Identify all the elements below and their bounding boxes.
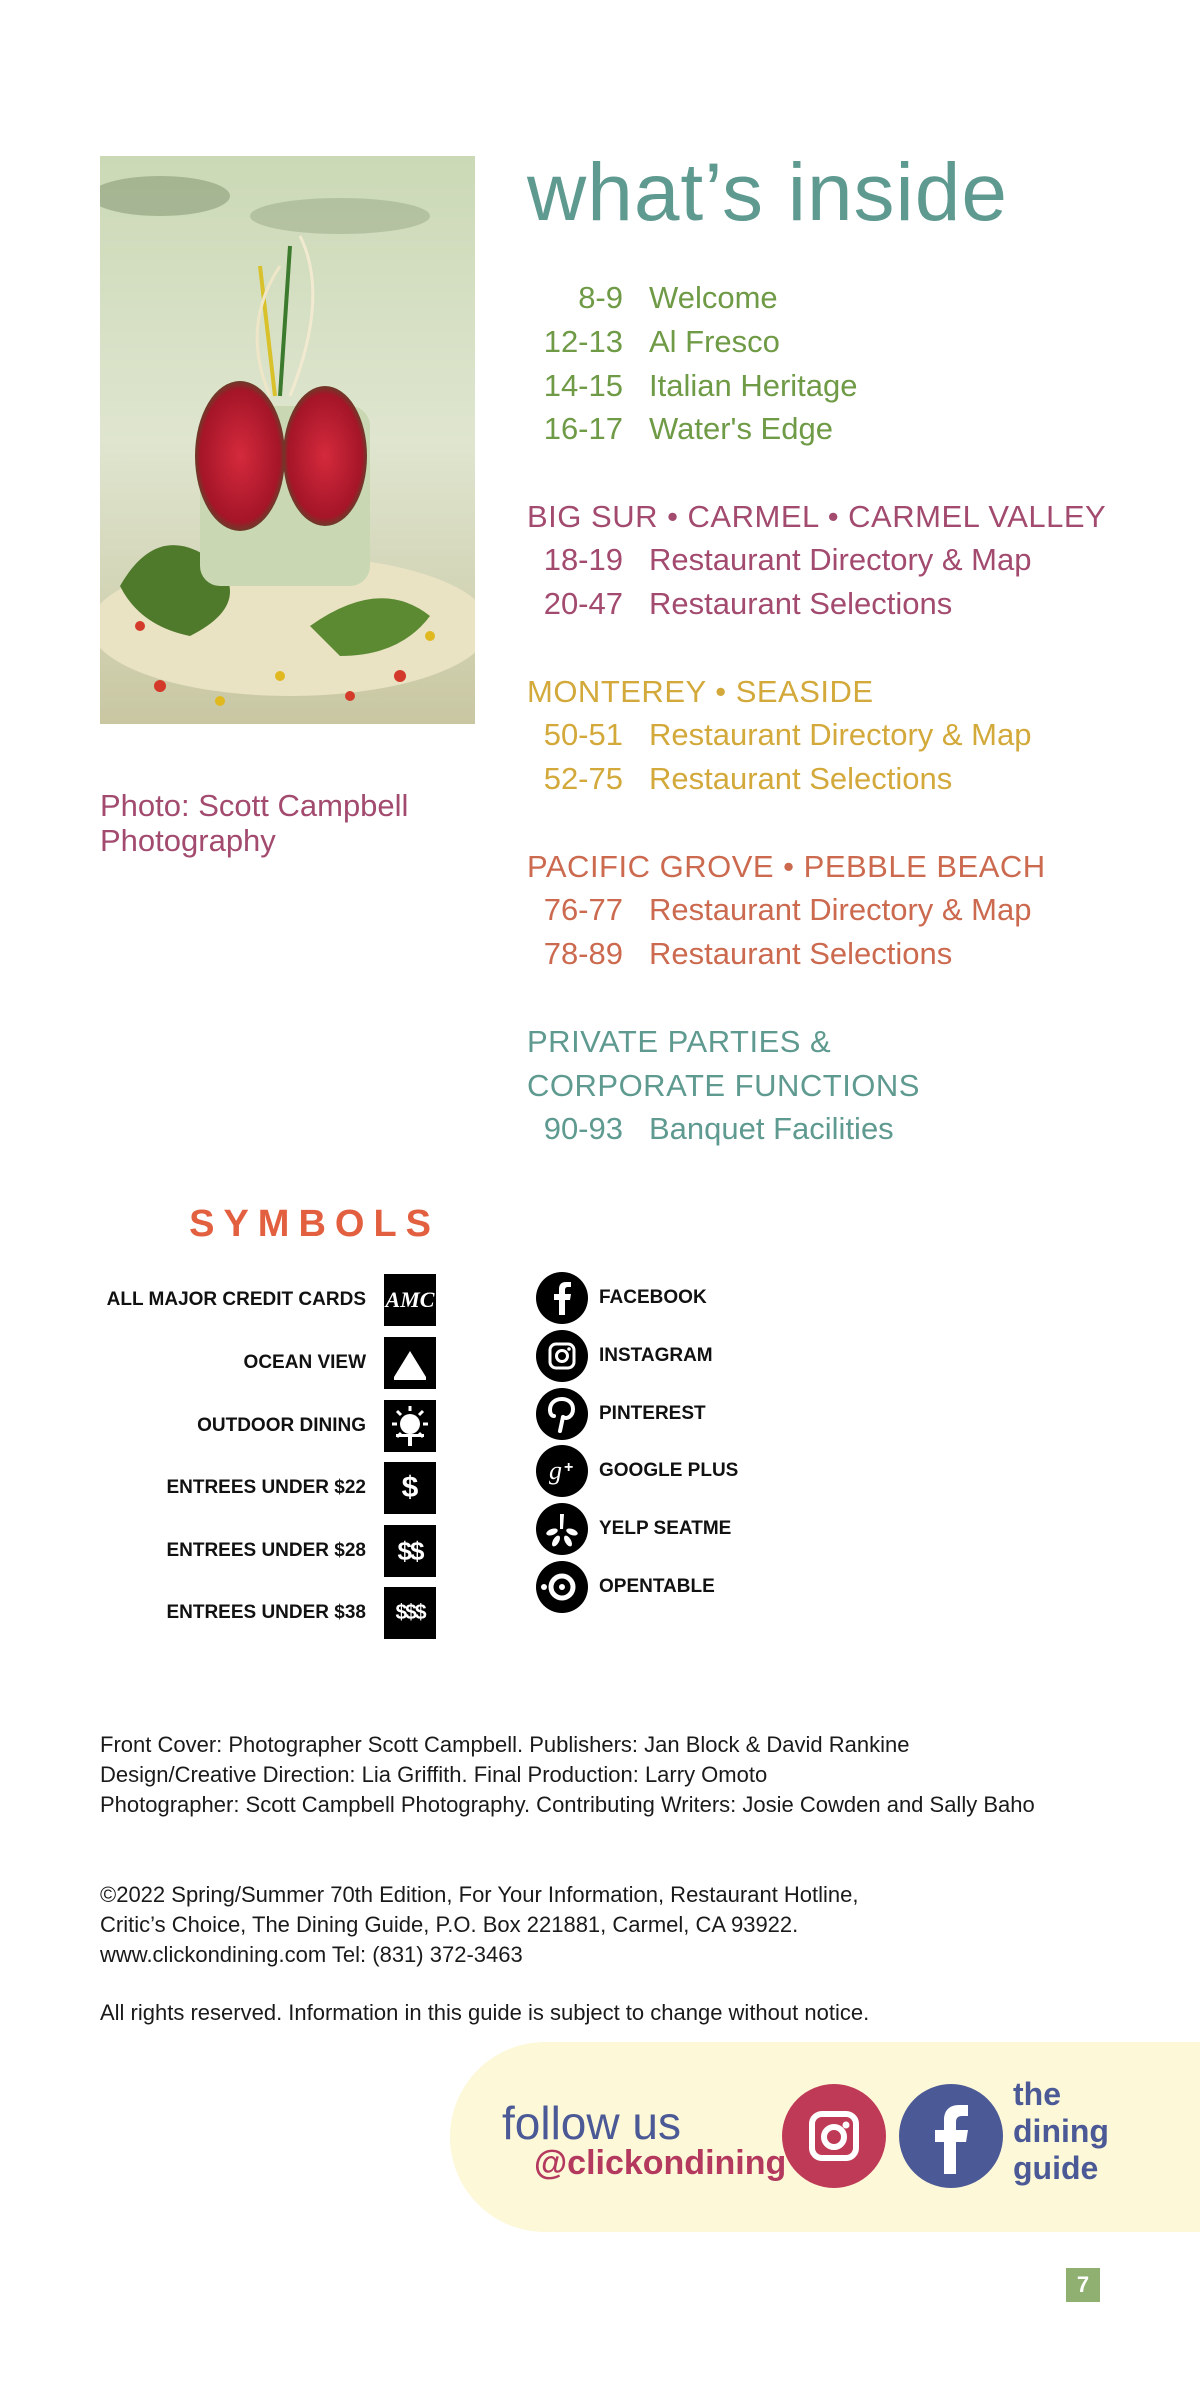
toc-page-range: 12-13: [543, 324, 623, 359]
social-label: INSTAGRAM: [599, 1345, 713, 1366]
section-heading: PRIVATE PARTIES &: [527, 1024, 832, 1059]
photo-caption: Photo: Scott Campbell Photography: [100, 788, 409, 858]
brand-line: the: [1013, 2076, 1061, 2112]
symbol-row: [80, 1462, 436, 1514]
section-heading: MONTEREY • SEASIDE: [527, 674, 874, 709]
toc-page-range: 18-19: [543, 542, 623, 577]
toc-label: Restaurant Selections: [649, 586, 953, 621]
toc-page-range: 14-15: [543, 368, 623, 403]
copyright-line: ©2022 Spring/Summer 70th Edition, For Your Information, Restaurant Hotline,: [100, 1882, 859, 1907]
toc-page-range: 76-77: [543, 892, 623, 927]
toc-label: Italian Heritage: [649, 368, 858, 403]
copyright-block: [100, 1880, 1060, 1970]
yelp-icon: [535, 1502, 589, 1556]
follow-us-text: follow us: [502, 2097, 681, 2149]
symbol-row: [80, 1587, 436, 1639]
credit-line: Design/Creative Direction: Lia Griffith. Final Production: Larry Omoto: [100, 1762, 768, 1787]
toc-label: Restaurant Selections: [649, 936, 953, 971]
facebook-icon[interactable]: [899, 2084, 1003, 2188]
ocean-view-icon: [384, 1337, 436, 1389]
website-line[interactable]: www.clickondining.com Tel: (831) 372-3463: [100, 1942, 523, 1967]
symbol-label: ENTREES UNDER $28: [166, 1540, 366, 1561]
symbol-label: OCEAN VIEW: [243, 1352, 366, 1373]
outdoor-dining-icon: [384, 1400, 436, 1452]
toc-page-range: 78-89: [543, 936, 623, 971]
toc-page-range: 8-9: [578, 280, 623, 315]
dining-guide-logo: [1013, 2076, 1109, 2187]
instagram-icon: [535, 1329, 589, 1383]
opentable-icon: [535, 1560, 589, 1614]
rights-notice: All rights reserved. Information in this guide is subject to change without notice.: [100, 2000, 870, 2025]
toc-label: Al Fresco: [649, 324, 780, 359]
credit-line: Front Cover: Photographer Scott Campbell. Publishers: Jan Block & David Rankine: [100, 1732, 910, 1757]
svg-text:+: +: [564, 1459, 574, 1476]
symbol-row: [80, 1337, 436, 1389]
facebook-icon: [535, 1271, 589, 1325]
social-label: GOOGLE PLUS: [599, 1460, 739, 1481]
symbol-row: [80, 1525, 436, 1577]
toc-page-range: 50-51: [543, 717, 623, 752]
toc-label: Restaurant Directory & Map: [649, 717, 1032, 752]
symbols-title: SYMBOLS: [189, 1203, 440, 1245]
credits-block: [100, 1730, 1060, 1820]
toc-page-range: 16-17: [543, 411, 623, 446]
toc-page-range: 90-93: [543, 1111, 623, 1146]
credit-cards-icon: AMC: [384, 1274, 436, 1326]
symbol-label: ENTREES UNDER $38: [166, 1602, 366, 1623]
pinterest-icon: [535, 1387, 589, 1441]
instagram-icon[interactable]: [782, 2084, 886, 2188]
symbol-row: [80, 1400, 436, 1452]
brand-line: guide: [1013, 2150, 1099, 2186]
toc-label: Restaurant Directory & Map: [649, 892, 1032, 927]
toc-page-range: 20-47: [543, 586, 623, 621]
toc-label: Restaurant Directory & Map: [649, 542, 1032, 577]
svg-text:g: g: [549, 1456, 562, 1485]
price-3-icon: $$$: [384, 1587, 436, 1639]
symbol-label: OUTDOOR DINING: [197, 1415, 366, 1436]
google-plus-icon: [535, 1444, 589, 1498]
social-label: FACEBOOK: [599, 1287, 707, 1308]
section-heading: BIG SUR • CARMEL • CARMEL VALLEY: [527, 499, 1107, 534]
symbol-label: ENTREES UNDER $22: [166, 1477, 366, 1498]
social-label: YELP SEATME: [599, 1518, 732, 1539]
toc-label: Restaurant Selections: [649, 761, 953, 796]
brand-line: dining: [1013, 2113, 1109, 2149]
copyright-line: Critic’s Choice, The Dining Guide, P.O. Box 221881, Carmel, CA 93922.: [100, 1912, 799, 1937]
section-heading: PACIFIC GROVE • PEBBLE BEACH: [527, 849, 1046, 884]
toc-label: Banquet Facilities: [649, 1111, 894, 1146]
price-1-icon: $: [384, 1462, 436, 1514]
food-photo: [100, 156, 475, 724]
section-heading: CORPORATE FUNCTIONS: [527, 1068, 920, 1103]
social-label: PINTEREST: [599, 1403, 706, 1424]
page-number: 7: [1066, 2268, 1100, 2302]
page-title: what’s inside: [527, 147, 1008, 238]
social-handle[interactable]: @clickondining: [534, 2144, 787, 2182]
credit-line: Photographer: Scott Campbell Photography. Contributing Writers: Josie Cowden and Sally Baho: [100, 1792, 1035, 1817]
symbol-row: [80, 1274, 436, 1326]
price-2-icon: $$: [384, 1525, 436, 1577]
social-label: OPENTABLE: [599, 1576, 715, 1597]
toc-page-range: 52-75: [543, 761, 623, 796]
toc-label: Welcome: [649, 280, 778, 315]
toc-label: Water's Edge: [649, 411, 833, 446]
symbol-label: ALL MAJOR CREDIT CARDS: [106, 1289, 366, 1310]
